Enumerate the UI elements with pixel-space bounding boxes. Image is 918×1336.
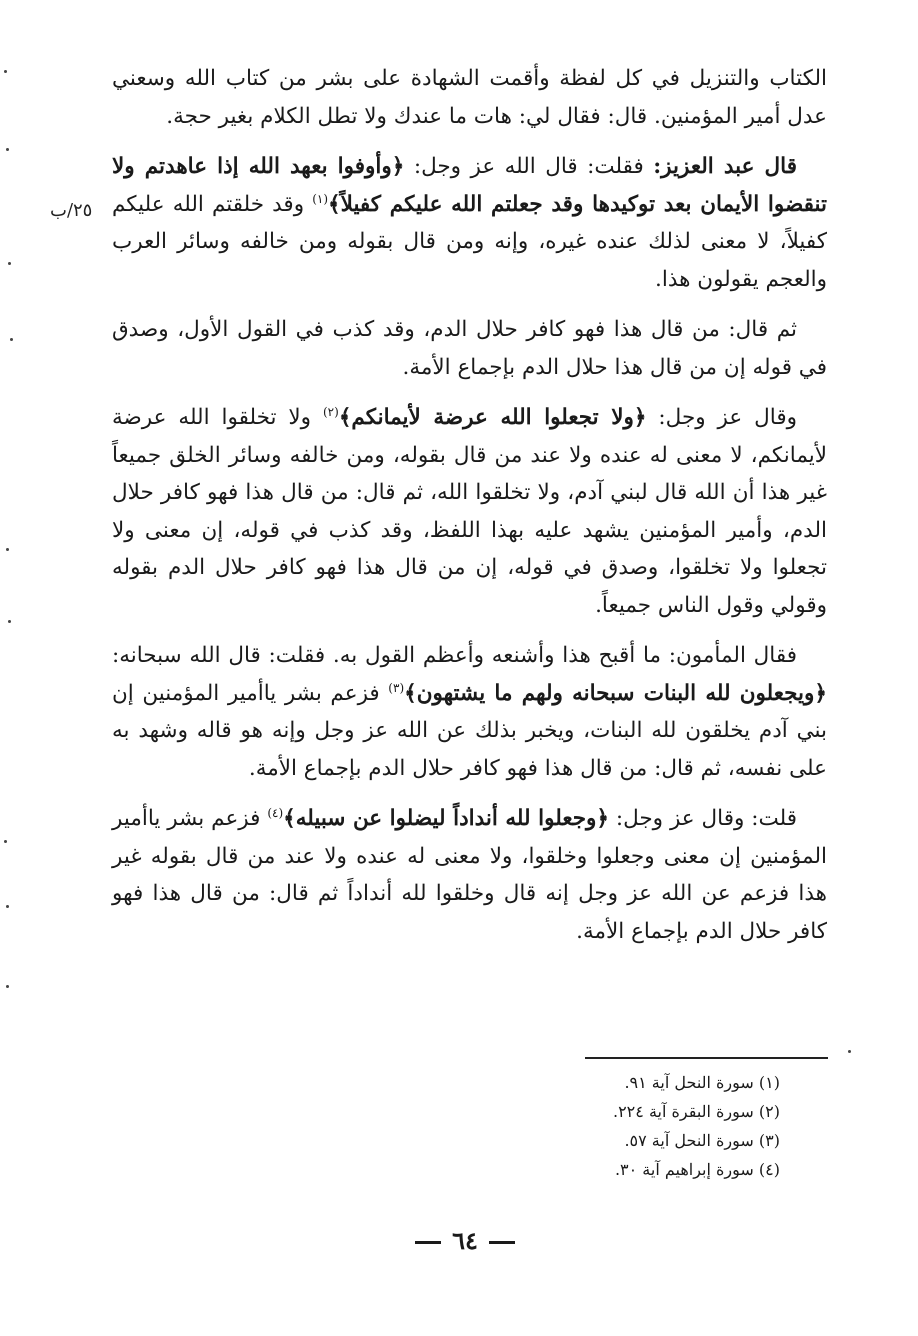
main-text-block xyxy=(112,60,827,963)
paragraph xyxy=(112,637,827,787)
scan-speck xyxy=(6,548,9,551)
page-number-dash xyxy=(489,1241,515,1244)
page-number xyxy=(400,1226,530,1255)
body-text: ثم قال: من قال هذا فهو كافر حلال الدم، وقد كذب في القول الأول، وصدق في قوله إن من قال هذا حلال الدم بإجماع الأمة. xyxy=(112,317,827,380)
footnote-item: (٤) سورة إبراهيم آية ٣٠. xyxy=(614,1160,780,1179)
scan-speck xyxy=(6,985,9,988)
margin-folio-note: ٢٥/ب xyxy=(50,200,93,221)
footnote-marker: (٤) xyxy=(267,805,284,820)
emphasized-text: ﴿وجعلوا لله أنداداً ليضلوا عن سبيله﴾ xyxy=(283,806,609,831)
footnote-marker: (١) xyxy=(312,191,329,206)
footnote-item: (١) سورة النحل آية ٩١. xyxy=(624,1073,780,1092)
scan-speck xyxy=(8,262,11,265)
footnote-item: (٣) سورة النحل آية ٥٧. xyxy=(624,1131,780,1150)
body-text: الكتاب والتنزيل في كل لفظة وأقمت الشهادة على بشر من كتاب الله وسعني عدل أمير المؤمنين. قال: فقال لي: هات ما عندك ولا تطل الكلام بغير حجة. xyxy=(112,66,827,129)
footnotes-list xyxy=(560,1068,780,1184)
footnote-marker: (٣) xyxy=(388,680,405,695)
body-text: قلت: وقال عز وجل: xyxy=(608,806,797,831)
emphasized-text: قال عبد العزيز: xyxy=(653,154,797,179)
body-text: وقد خلقتم الله عليكم كفيلاً، لا معنى لذلك عنده غيره، وإنه ومن قال بقوله ومن خالفه وسائر العرب والعجم يقولون هذا. xyxy=(112,191,827,292)
body-text: وقال عز وجل: xyxy=(646,405,798,430)
scan-speck xyxy=(848,1050,851,1053)
paragraph xyxy=(112,148,827,298)
paragraph xyxy=(112,311,827,386)
body-text: فقلت: قال الله عز وجل: xyxy=(404,154,654,179)
scan-speck xyxy=(8,620,11,623)
body-text: فقال المأمون: ما أقبح هذا وأشنعه وأعظم القول به. فقلت: قال الله سبحانه: xyxy=(112,643,797,668)
footnote-marker: (٢) xyxy=(322,404,339,419)
scan-speck xyxy=(4,70,7,73)
emphasized-text: ﴿ولا تجعلوا الله عرضة لأيمانكم﴾ xyxy=(338,405,647,430)
scan-speck xyxy=(6,148,9,151)
emphasized-text: ﴿ويجعلون لله البنات سبحانه ولهم ما يشتهون﴾ xyxy=(404,680,827,706)
body-text: ولا تخلقوا الله عرضة لأيمانكم، لا معنى له عنده ولا عند من قال بقوله، ومن خالفه وسائر الخلق جميعاً غير هذا أن الله قال لبني آدم، ولا تخلقوا الله، ثم قال: من قال هذا فهو كافر حلال الدم، وأمير المؤمنين يشهد عليه بهذا اللفظ، وقد كذب في قوله، إن معنى ولا تجعلوا ولا تخلقوا، وصدق في قوله، إن من قال هذا فهو كافر حلال الدم بقوله وقولي وقول الناس جميعاً. xyxy=(112,405,827,618)
page-number-dash xyxy=(415,1241,441,1244)
emphasized-text: ﴿وأوفوا بعهد الله إذا عاهدتم ولا تنقضوا الأيمان بعد توكيدها وقد جعلتم الله عليكم كفيلاً﴾ xyxy=(112,154,827,217)
page-number-value: ٦٤ xyxy=(452,1226,478,1255)
footnote-divider xyxy=(585,1057,828,1059)
scan-speck xyxy=(6,905,9,908)
paragraph xyxy=(112,399,827,624)
footnote-item: (٢) سورة البقرة آية ٢٢٤. xyxy=(612,1102,780,1121)
scan-speck xyxy=(10,338,13,341)
paragraph xyxy=(112,800,827,950)
body-text: فزعم بشر ياأمير المؤمنين إن بني آدم يخلقون لله البنات، ويخبر بذلك عن الله عز وجل وإنه هو قاله وشهد به على نفسه، ثم قال: من قال هذا فهو كافر حلال الدم بإجماع الأمة. xyxy=(112,680,827,781)
scan-speck xyxy=(4,840,7,843)
body-text: فزعم بشر ياأمير المؤمنين إن معنى وجعلوا وخلقوا، ولا معنى له عنده ولا عند من قال بقوله غير هذا فزعم عن الله عز وجل إنه قال وخلقوا لله أنداداً ثم قال: من قال هذا فهو كافر حلال الدم بإجماع الأمة. xyxy=(112,806,827,944)
paragraph xyxy=(112,60,827,135)
